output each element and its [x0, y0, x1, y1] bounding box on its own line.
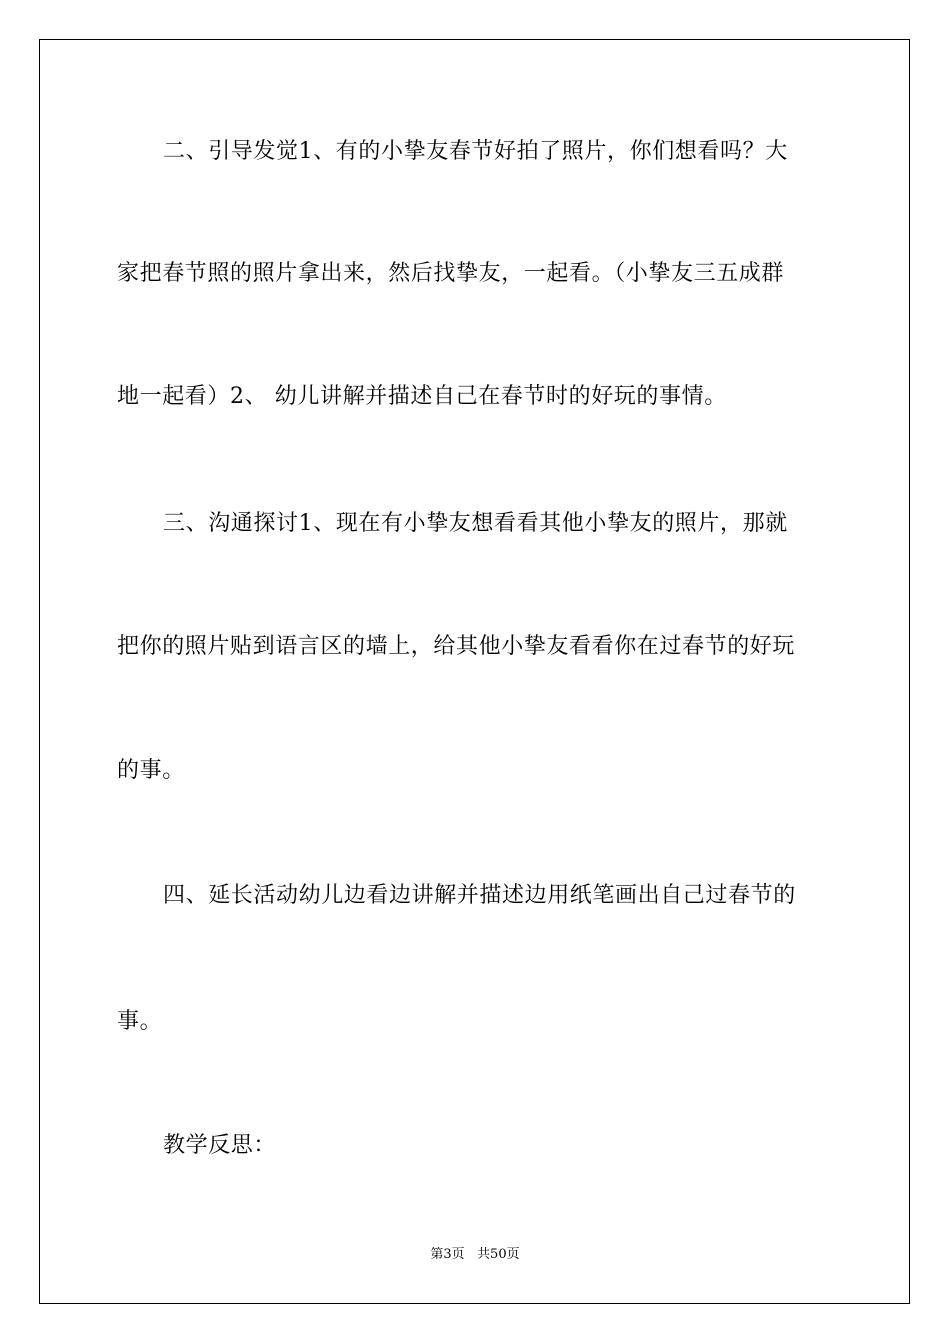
paragraph-line: 的事。: [117, 758, 185, 783]
page-number-footer: 第3页 共50页: [430, 1247, 520, 1262]
paragraph-line: 四、延长活动幼儿边看边讲解并描述边用纸笔画出自己过春节的: [163, 883, 796, 908]
paragraph-line: 三、沟通探讨1、现在有小挚友想看看其他小挚友的照片，那就: [163, 511, 788, 536]
page-border: [39, 39, 910, 1304]
paragraph-line: 地一起看）2、 幼儿讲解并描述自己在春节时的好玩的事情。: [117, 384, 727, 409]
paragraph-line: 把你的照片贴到语言区的墙上，给其他小挚友看看你在过春节的好玩: [117, 634, 796, 659]
paragraph-line: 事。: [117, 1009, 163, 1034]
paragraph-line: 家把春节照的照片拿出来，然后找挚友，一起看。（小挚友三五成群: [117, 261, 785, 286]
section-heading: 教学反思：: [163, 1133, 277, 1158]
paragraph-line: 二、引导发觉1、有的小挚友春节好拍了照片，你们想看吗？大: [163, 139, 788, 164]
